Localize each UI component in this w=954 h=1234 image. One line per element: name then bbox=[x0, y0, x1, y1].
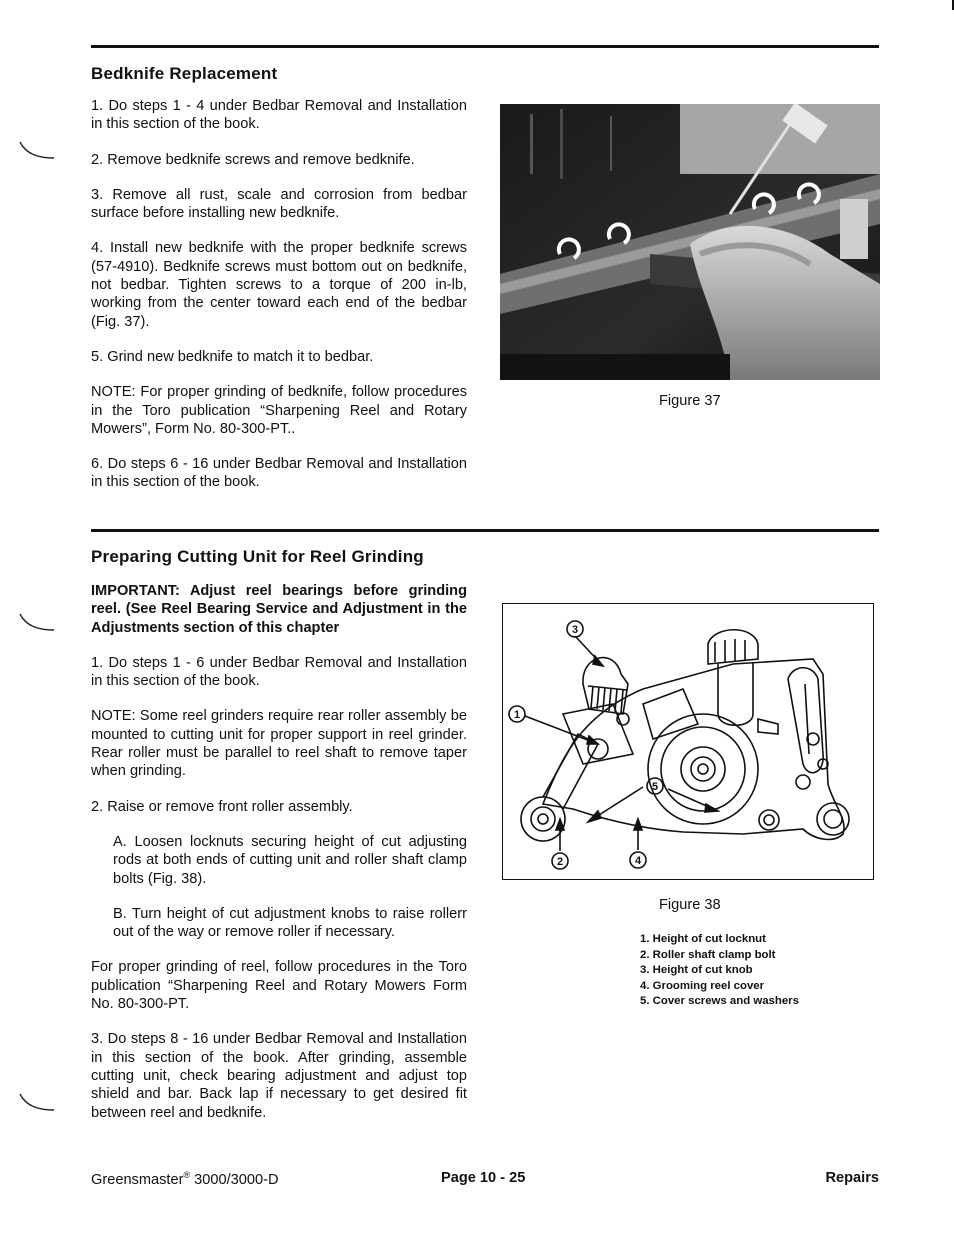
figure-38-diagram bbox=[502, 603, 874, 880]
figure-38-legend bbox=[640, 932, 799, 1010]
footer-chapter: Repairs bbox=[825, 1170, 879, 1186]
section-divider bbox=[91, 529, 879, 532]
figure-37-caption: Figure 37 bbox=[659, 393, 721, 409]
bedknife-step: 1. Do steps 1 - 4 under Bedbar Removal and Installation in this section of the book. bbox=[91, 98, 467, 133]
figure-37-photo bbox=[500, 104, 880, 380]
callout-label: 1 bbox=[513, 709, 521, 721]
reel-step: 3. Do steps 8 - 16 under Bedbar Removal and Installation in this section of the book. After grinding, assemble cutting unit, check bearing adjustment and adjust top shield and bar. Back lap if necessary to get desired fit between reel and bedknife. bbox=[91, 1031, 467, 1121]
reel-step: 2. Raise or remove front roller assembly. bbox=[91, 798, 353, 815]
bedknife-step: 3. Remove all rust, scale and corrosion from bedbar surface before installing new bedknife. bbox=[91, 186, 467, 222]
bedknife-step: 4. Install new bedknife with the proper bedknife screws (57-4910). Bedknife screws must bottom out on bedknife, not bedbar. Tighten screws to a torque of 200 in-lb, working from the center toward each end of the bedbar (Fig. 37). bbox=[91, 240, 467, 330]
callout-label: 5 bbox=[651, 781, 659, 793]
footer-product bbox=[91, 1170, 279, 1188]
figure-38-caption: Figure 38 bbox=[659, 897, 721, 913]
reel-paragraph: For proper grinding of reel, follow procedures in the Toro publication “Sharpening Reel and Rotary Mowers Form No. 80-300-PT. bbox=[91, 959, 467, 1013]
bedknife-steps bbox=[91, 97, 467, 509]
section-divider bbox=[91, 45, 879, 48]
section-title-bedknife: Bedknife Replacement bbox=[91, 64, 278, 83]
callout-label: 2 bbox=[556, 856, 564, 868]
reel-step: 1. Do steps 1 - 6 under Bedbar Removal and Installation in this section of the book. bbox=[91, 654, 467, 690]
registered-mark: ® bbox=[183, 1170, 191, 1180]
section-title-reel-grinding: Preparing Cutting Unit for Reel Grinding bbox=[91, 547, 424, 566]
bedknife-step: 6. Do steps 6 - 16 under Bedbar Removal and Installation in this section of the book. bbox=[91, 456, 467, 491]
footer-page-number: Page 10 - 25 bbox=[441, 1170, 526, 1186]
bedknife-step: 5. Grind new bedknife to match it to bedbar. bbox=[91, 348, 374, 365]
legend-item: 5. Cover screws and washers bbox=[640, 995, 799, 1008]
important-notice: IMPORTANT: Adjust reel bearings before grinding reel. (See Reel Bearing Service and Adjustment in the Adjustments section of this chapter bbox=[91, 583, 467, 636]
reel-substep: A. Loosen locknuts securing height of cut adjusting rods at both ends of cutting unit and roller shaft clamp bolts (Fig. 38). bbox=[113, 833, 467, 887]
product-name: Greensmaster bbox=[91, 1171, 184, 1188]
legend-item: 1. Height of cut locknut bbox=[640, 933, 766, 945]
bedknife-step: 2. Remove bedknife screws and remove bedknife. bbox=[91, 151, 415, 168]
bedknife-note: NOTE: For proper grinding of bedknife, follow procedures in the Toro publication “Sharpening Reel and Rotary Mowers”, Form No. 80-300-PT.. bbox=[91, 384, 467, 437]
binder-mark bbox=[18, 1092, 58, 1114]
reel-grinding-steps bbox=[91, 582, 467, 1139]
legend-item: 4. Grooming reel cover bbox=[640, 979, 765, 992]
binder-mark bbox=[18, 612, 58, 634]
product-model: 3000/3000-D bbox=[190, 1171, 279, 1188]
callout-label: 4 bbox=[634, 855, 642, 867]
legend-item: 2. Roller shaft clamp bolt bbox=[640, 948, 776, 961]
binder-mark bbox=[18, 140, 58, 162]
reel-substep: B. Turn height of cut adjustment knobs to raise rollerr out of the way or remove roller if necessary. bbox=[113, 905, 467, 941]
legend-item: 3. Height of cut knob bbox=[640, 964, 753, 977]
callout-label: 3 bbox=[571, 624, 579, 636]
reel-note: NOTE: Some reel grinders require rear roller assembly be mounted to cutting unit for proper support in reel grinder. Rear roller must be parallel to reel shaft to remove taper when grinding. bbox=[91, 708, 467, 780]
